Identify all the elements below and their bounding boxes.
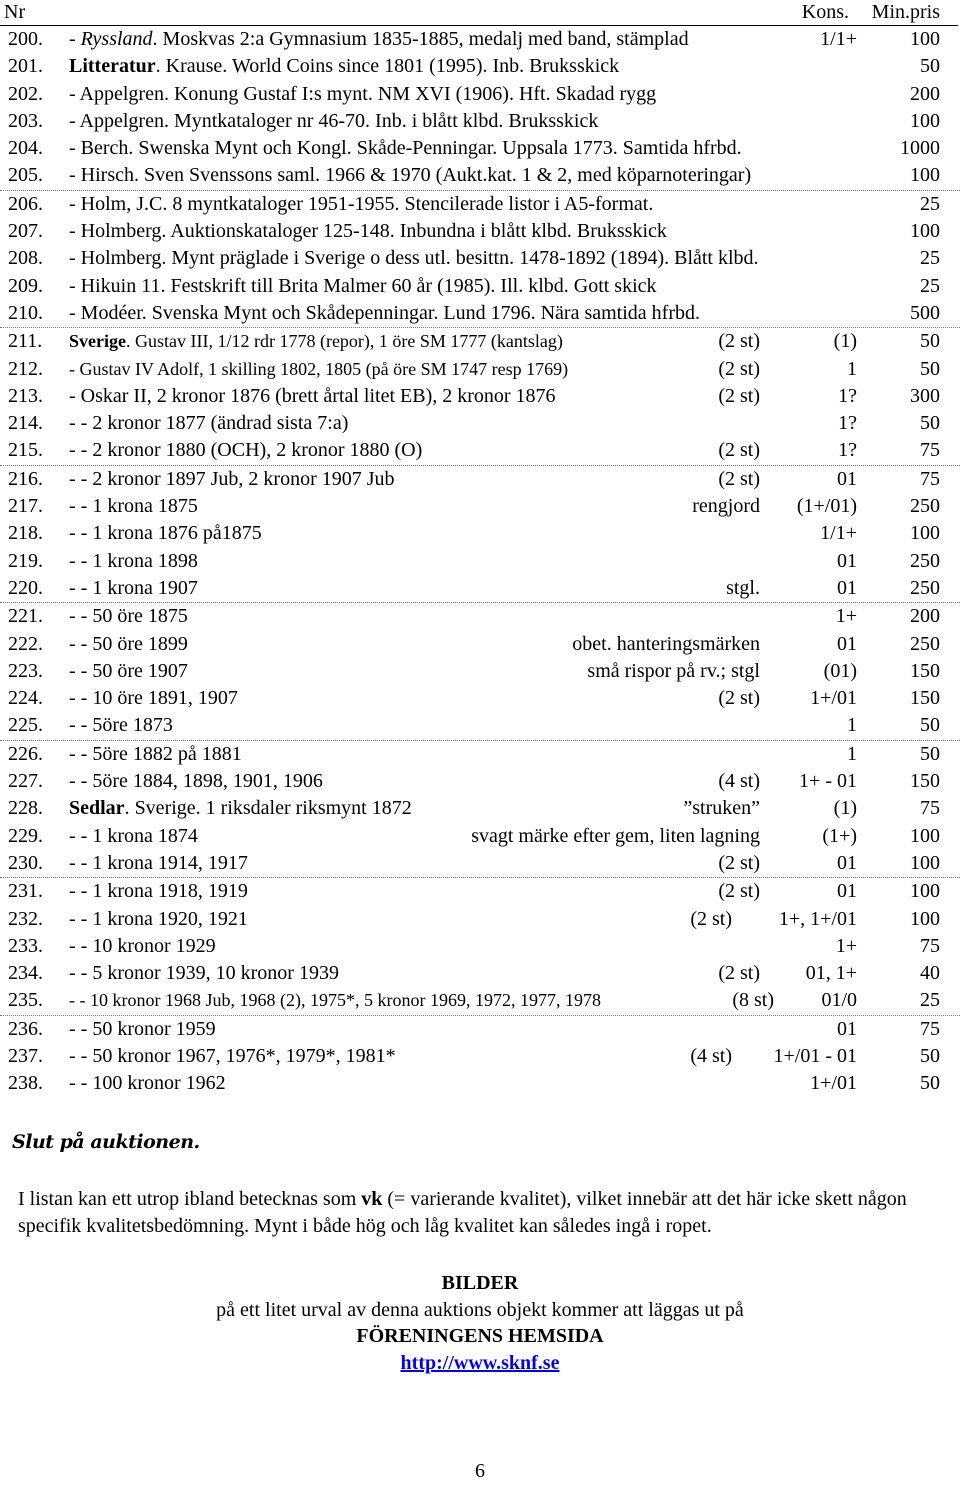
lot-description-text: - - 50 öre 1875: [69, 605, 188, 628]
lot-description: [69, 795, 412, 822]
lot-description-text: - Appelgren. Konung Gustaf I:s mynt. NM XVI (1906). Hft. Skadad rygg: [69, 82, 657, 105]
lot-note: (4 st): [690, 1044, 732, 1067]
lot-number: 210.: [8, 301, 43, 324]
lot-description-text: - Holm, J.C. 8 myntkataloger 1951-1955. Stencilerade listor i A5-format.: [69, 192, 654, 215]
lot-description-text: - - 5öre 1873: [69, 714, 173, 737]
lot-number: 219.: [8, 549, 43, 572]
lot-row: [0, 960, 960, 987]
lot-description-text: - Holmberg. Auktionskataloger 125-148. Inbundna i blått klbd. Bruksskick: [69, 220, 667, 243]
lot-note: (2 st): [718, 330, 760, 353]
lot-min-price: 1000: [900, 137, 940, 160]
lot-note: obet. hanteringsmärken: [572, 632, 760, 655]
lot-min-price: 50: [920, 1072, 940, 1095]
lot-min-price: 150: [910, 659, 940, 682]
header-minpris: Min.pris: [871, 1, 940, 23]
lot-row: [0, 933, 960, 960]
lot-row: [0, 328, 960, 355]
lot-description-text: - - 5öre 1882 på 1881: [69, 742, 242, 765]
lot-description-text: - - 1 krona 1907: [69, 576, 198, 599]
lot-row: [0, 466, 960, 493]
lot-number: 212.: [8, 357, 43, 380]
lot-min-price: 50: [920, 330, 940, 353]
lot-number: 233.: [8, 934, 43, 957]
lot-description: [69, 493, 198, 520]
lot-min-price: 25: [920, 247, 940, 270]
quality-note-paragraph: [18, 1186, 958, 1240]
lot-description: [69, 466, 395, 493]
lot-number: 225.: [8, 714, 43, 737]
lot-row: [0, 218, 960, 245]
end-of-auction-note: Slut på auktionen.: [12, 1131, 200, 1153]
lot-description: [69, 631, 188, 658]
lot-row: [0, 823, 960, 850]
lot-min-price: 75: [920, 797, 940, 820]
lot-note: (8 st): [732, 989, 774, 1012]
lot-number: 226.: [8, 742, 43, 765]
lot-number: 222.: [8, 632, 43, 655]
lot-description: [69, 933, 216, 960]
lot-number: 218.: [8, 522, 43, 545]
lot-condition: 1+/01 - 01: [773, 1044, 857, 1067]
lot-condition: 1?: [838, 439, 857, 462]
lot-condition: 01: [837, 880, 857, 903]
lot-row: [0, 108, 960, 135]
lot-min-price: 100: [910, 164, 940, 187]
lot-number: 220.: [8, 576, 43, 599]
lot-row: [0, 741, 960, 768]
lot-number: 237.: [8, 1044, 43, 1067]
lot-description: [69, 741, 242, 768]
lot-description: [69, 437, 422, 464]
lot-description-text: . Krause. World Coins since 1801 (1995). Inb. Bruksskick: [155, 55, 620, 78]
lot-row: [0, 850, 960, 878]
lot-description-text: - Hirsch. Sven Svenssons saml. 1966 & 1970 (Aukt.kat. 1 & 2, med köparnoteringar): [69, 164, 752, 187]
lot-number: 206.: [8, 192, 43, 215]
lot-description: [69, 520, 262, 547]
lot-min-price: 25: [920, 192, 940, 215]
lot-min-price: 200: [910, 82, 940, 105]
lot-category: Litteratur: [69, 55, 156, 78]
lot-row: [0, 1016, 960, 1043]
lot-description-prefix: -: [69, 28, 81, 50]
lot-row: [0, 685, 960, 712]
lot-list: [0, 26, 960, 1098]
lot-description-text: - Oskar II, 2 kronor 1876 (brett årtal litet EB), 2 kronor 1876: [69, 384, 556, 407]
lot-description: [69, 603, 188, 630]
lot-row: [0, 191, 960, 218]
lot-row: [0, 53, 960, 80]
lot-min-price: 500: [910, 301, 940, 324]
lot-condition: (1+): [822, 824, 857, 847]
lot-min-price: 150: [910, 687, 940, 710]
lot-number: 234.: [8, 962, 43, 985]
lot-description: [69, 1043, 396, 1070]
lot-description-text: - - 1 krona 1914, 1917: [69, 851, 248, 874]
lot-description: [69, 906, 248, 933]
lot-min-price: 50: [920, 742, 940, 765]
lot-row: [0, 135, 960, 162]
lot-condition: (1+/01): [796, 495, 857, 518]
lot-description: [69, 768, 323, 795]
lot-description: [69, 658, 188, 685]
lot-description-text: - - 1 krona 1875: [69, 495, 198, 518]
lot-row: [0, 548, 960, 575]
lot-number: 217.: [8, 495, 43, 518]
lot-number: 203.: [8, 109, 43, 132]
lot-row: [0, 768, 960, 795]
lot-number: 200.: [8, 28, 43, 50]
lot-description: [69, 575, 198, 602]
lot-number: 205.: [8, 164, 43, 187]
lot-row: [0, 631, 960, 658]
lot-number: 235.: [8, 989, 43, 1012]
page-number: 6: [475, 1460, 485, 1482]
lot-description: [69, 300, 700, 327]
lot-description: [69, 191, 653, 218]
lot-note: (2 st): [690, 907, 732, 930]
lot-note: (4 st): [718, 770, 760, 793]
lot-condition: 1+ - 01: [799, 770, 857, 793]
lot-description-text: - - 10 öre 1891, 1907: [69, 687, 238, 710]
lot-min-price: 100: [910, 851, 940, 874]
lot-description: [69, 245, 759, 272]
lot-row: [0, 1043, 960, 1070]
lot-description-text: - - 5öre 1884, 1898, 1901, 1906: [69, 770, 323, 793]
lot-number: 223.: [8, 659, 43, 682]
lot-min-price: 75: [920, 934, 940, 957]
lot-category-italic: Ryssland: [80, 28, 153, 50]
lot-condition: 1: [847, 742, 857, 765]
lot-description-text: - Modéer. Svenska Mynt och Skådepenningar. Lund 1796. Nära samtida hfrbd.: [69, 301, 700, 324]
lot-min-price: 100: [910, 28, 940, 50]
lot-description-text: - - 1 krona 1874: [69, 824, 198, 847]
lot-condition: 01: [837, 576, 857, 599]
lot-min-price: 40: [920, 962, 940, 985]
lot-description: [69, 218, 667, 245]
quality-note-text-pre: I listan kan ett utrop ibland betecknas som: [18, 1188, 362, 1210]
lot-description: [69, 81, 656, 108]
lot-description: [69, 53, 619, 80]
lot-condition: (01): [823, 659, 857, 682]
lot-row: [0, 987, 960, 1015]
header-kons: Kons.: [801, 1, 849, 23]
lot-description: [69, 548, 198, 575]
lot-condition: 1?: [838, 412, 857, 435]
lot-description-text: . Moskvas 2:a Gymnasium 1835-1885, medalj med band, stämplad: [152, 28, 689, 50]
lot-number: 224.: [8, 687, 43, 710]
lot-note: (2 st): [718, 851, 760, 874]
lot-description: [69, 328, 563, 355]
lot-description-text: - - 2 kronor 1877 (ändrad sista 7:a): [69, 412, 349, 435]
quality-note-text-post: (= varierande kvalitet), vilket innebär att det här icke skett någon specifik kvalitetsbedömning. Mynt i både hög och låg kvalitet kan således ingå i ropet.: [18, 1188, 907, 1237]
lot-row: [0, 273, 960, 300]
lot-condition: 01: [837, 851, 857, 874]
website-link[interactable]: http://www.sknf.se: [400, 1352, 560, 1374]
lot-description-text: . Gustav III, 1/12 rdr 1778 (repor), 1 öre SM 1777 (kantslag): [125, 331, 563, 352]
lot-row: [0, 26, 960, 53]
lot-number: 214.: [8, 412, 43, 435]
quality-note-bold: vk: [361, 1188, 383, 1210]
lot-category: Sverige: [69, 331, 126, 352]
lot-note: stgl.: [726, 576, 760, 599]
lot-description: [69, 712, 173, 739]
lot-condition: 1/1+: [820, 522, 857, 545]
lot-number: 209.: [8, 274, 43, 297]
lot-number: 228.: [8, 797, 43, 820]
lot-number: 216.: [8, 467, 43, 490]
lot-description: [69, 273, 657, 300]
lot-condition: 01: [837, 467, 857, 490]
lot-description: [69, 1016, 216, 1043]
lot-min-price: 100: [910, 907, 940, 930]
lot-description-text: - - 10 kronor 1929: [69, 934, 216, 957]
lot-min-price: 200: [910, 605, 940, 628]
lot-description-text: - Hikuin 11. Festskrift till Brita Malmer 60 år (1985). Ill. klbd. Gott skick: [69, 274, 657, 297]
lot-condition: (1): [833, 330, 857, 353]
lot-description: [69, 26, 689, 53]
lot-description: [69, 850, 248, 877]
lot-min-price: 250: [910, 576, 940, 599]
lot-min-price: 50: [920, 357, 940, 380]
pictures-info: på ett litet urval av denna auktions objekt kommer att läggas ut på: [216, 1299, 744, 1321]
lot-number: 207.: [8, 220, 43, 243]
lot-description: [69, 356, 568, 383]
lot-row: [0, 878, 960, 905]
lot-description-text: - Gustav IV Adolf, 1 skilling 1802, 1805 (på öre SM 1747 resp 1769): [69, 358, 569, 379]
lot-row: [0, 906, 960, 933]
lot-min-price: 100: [910, 109, 940, 132]
lot-description: [69, 410, 348, 437]
lot-number: 208.: [8, 247, 43, 270]
lot-row: [0, 493, 960, 520]
lot-row: [0, 437, 960, 465]
lot-min-price: 50: [920, 412, 940, 435]
lot-note: svagt märke efter gem, liten lagning: [471, 824, 760, 847]
lot-description: [69, 685, 238, 712]
lot-note: (2 st): [718, 384, 760, 407]
lot-row: [0, 795, 960, 822]
lot-description: [69, 960, 339, 987]
lot-description-text: - - 100 kronor 1962: [69, 1072, 226, 1095]
lot-note: (2 st): [718, 439, 760, 462]
lot-min-price: 250: [910, 632, 940, 655]
lot-condition: 1+/01: [810, 1072, 857, 1095]
lot-condition: 1+, 1+/01: [778, 907, 857, 930]
lot-min-price: 100: [910, 522, 940, 545]
lot-min-price: 75: [920, 1017, 940, 1040]
lot-condition: 1/1+: [820, 28, 857, 50]
lot-number: 227.: [8, 770, 43, 793]
lot-min-price: 75: [920, 467, 940, 490]
lot-note: (2 st): [718, 467, 760, 490]
header-nr: Nr: [4, 1, 26, 23]
lot-condition: 01, 1+: [805, 962, 857, 985]
pictures-heading: BILDER: [441, 1272, 519, 1294]
lot-number: 238.: [8, 1072, 43, 1095]
lot-number: 215.: [8, 439, 43, 462]
lot-row: [0, 162, 960, 190]
lot-description: [69, 108, 598, 135]
lot-row: [0, 520, 960, 547]
lot-row: [0, 603, 960, 630]
lot-row: [0, 356, 960, 383]
lot-description-text: - Appelgren. Myntkataloger nr 46-70. Inb. i blått klbd. Bruksskick: [69, 109, 599, 132]
lot-number: 236.: [8, 1017, 43, 1040]
lot-description: [69, 383, 556, 410]
lot-number: 229.: [8, 824, 43, 847]
lot-description-text: - - 5 kronor 1939, 10 kronor 1939: [69, 962, 339, 985]
lot-min-price: 75: [920, 439, 940, 462]
website-link-wrapper: [0, 1350, 960, 1377]
lot-number: 204.: [8, 137, 43, 160]
lot-description-text: - Holmberg. Mynt präglade i Sverige o dess utl. besittn. 1478-1892 (1894). Blått klbd.: [69, 247, 759, 270]
lot-row: [0, 245, 960, 272]
lot-description-text: - - 2 kronor 1897 Jub, 2 kronor 1907 Jub: [69, 467, 395, 490]
lot-description-text: - - 50 kronor 1967, 1976*, 1979*, 1981*: [69, 1044, 396, 1067]
lot-description: [69, 162, 751, 189]
lot-description-text: - - 10 kronor 1968 Jub, 1968 (2), 1975*, 5 kronor 1969, 1972, 1977, 1978: [69, 990, 601, 1011]
lot-description: [69, 878, 248, 905]
lot-min-price: 100: [910, 824, 940, 847]
lot-row: [0, 712, 960, 740]
lot-description-text: - - 1 krona 1876 på1875: [69, 522, 262, 545]
lot-description-text: - - 1 krona 1918, 1919: [69, 880, 248, 903]
lot-condition: 1+/01: [810, 687, 857, 710]
lot-min-price: 150: [910, 770, 940, 793]
lot-description: [69, 1070, 226, 1097]
lot-row: [0, 575, 960, 603]
lot-number: 201.: [8, 55, 43, 78]
lot-condition: 1+: [835, 605, 857, 628]
lot-note: rengjord: [692, 495, 760, 518]
lot-number: 213.: [8, 384, 43, 407]
lot-condition: 1?: [838, 384, 857, 407]
lot-min-price: 25: [920, 989, 940, 1012]
lot-condition: 1: [847, 714, 857, 737]
lot-number: 232.: [8, 907, 43, 930]
lot-row: [0, 81, 960, 108]
lot-min-price: 300: [910, 384, 940, 407]
lot-min-price: 25: [920, 274, 940, 297]
lot-min-price: 250: [910, 549, 940, 572]
lot-description-text: - - 1 krona 1898: [69, 549, 198, 572]
lot-description-text: - - 1 krona 1920, 1921: [69, 907, 248, 930]
lot-description: [69, 987, 601, 1014]
lot-number: 230.: [8, 851, 43, 874]
lot-note: (2 st): [718, 687, 760, 710]
lot-row: [0, 410, 960, 437]
lot-note: små rispor på rv.; stgl: [587, 659, 760, 682]
lot-note: ”struken”: [683, 797, 760, 820]
lot-condition: 01: [837, 1017, 857, 1040]
lot-min-price: 100: [910, 880, 940, 903]
lot-condition: 01: [837, 632, 857, 655]
lot-row: [0, 1070, 960, 1097]
lot-description-text: - - 50 öre 1899: [69, 632, 188, 655]
lot-min-price: 50: [920, 55, 940, 78]
lot-row: [0, 658, 960, 685]
lot-number: 202.: [8, 82, 43, 105]
lot-number: 221.: [8, 605, 43, 628]
lot-description: [69, 135, 742, 162]
lot-category: Sedlar: [69, 797, 125, 820]
lot-row: [0, 300, 960, 328]
lot-note: (2 st): [718, 357, 760, 380]
lot-condition: 01/0: [821, 989, 857, 1012]
lot-note: (2 st): [718, 962, 760, 985]
lot-description-text: - Berch. Swenska Mynt och Kongl. Skåde-Penningar. Uppsala 1773. Samtida hfrbd.: [69, 137, 742, 160]
lot-min-price: 50: [920, 1044, 940, 1067]
lot-condition: 1: [847, 357, 857, 380]
lot-condition: 01: [837, 549, 857, 572]
column-header: [0, 0, 960, 26]
association-website-label: FÖRENINGENS HEMSIDA: [356, 1325, 604, 1347]
lot-min-price: 100: [910, 220, 940, 243]
lot-number: 231.: [8, 880, 43, 903]
lot-number: 211.: [8, 330, 43, 353]
lot-description-text: - - 50 öre 1907: [69, 659, 188, 682]
lot-condition: 1+: [835, 934, 857, 957]
lot-description: [69, 823, 198, 850]
lot-min-price: 50: [920, 714, 940, 737]
lot-condition: (1): [833, 797, 857, 820]
lot-description-text: . Sverige. 1 riksdaler riksmynt 1872: [124, 797, 412, 820]
lot-description-text: - - 50 kronor 1959: [69, 1017, 216, 1040]
lot-min-price: 250: [910, 495, 940, 518]
lot-note: (2 st): [718, 880, 760, 903]
lot-description-text: - - 2 kronor 1880 (OCH), 2 kronor 1880 (O): [69, 439, 423, 462]
lot-row: [0, 383, 960, 410]
